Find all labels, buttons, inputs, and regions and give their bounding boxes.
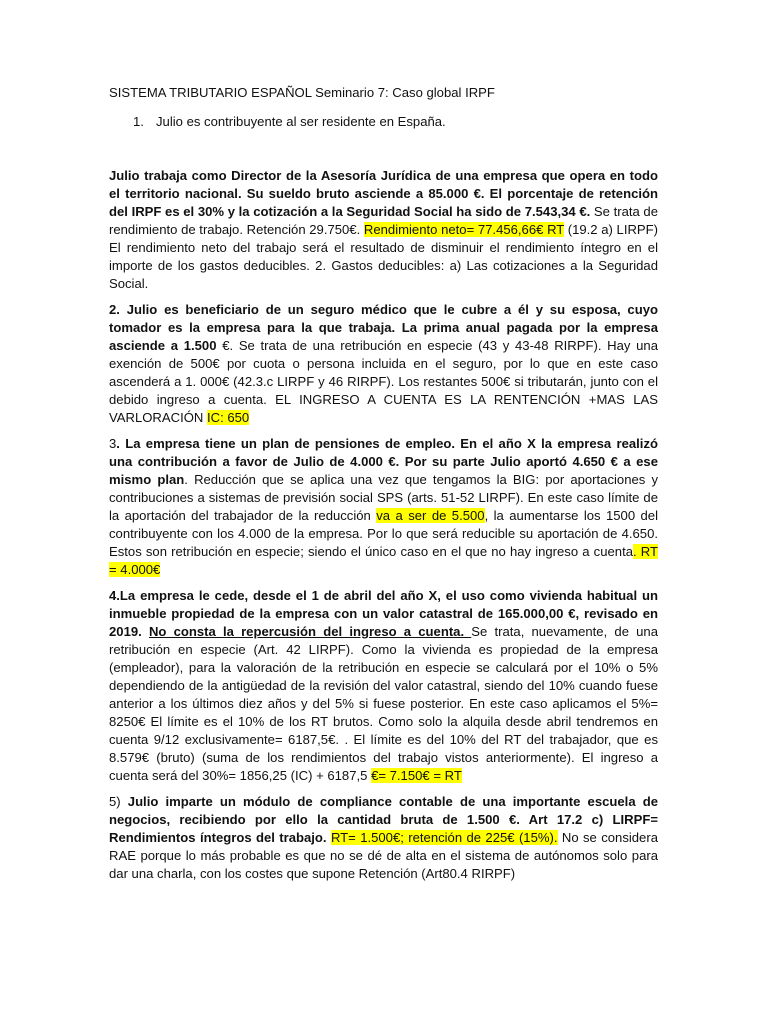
- paragraph-bold-text: . La empresa tiene un plan de pensiones de empleo. En el año X la empresa realizó una contribución a favor de Julio de 4.000 €. Por su parte Julio aportó 4.650 € a ese mismo plan: [109, 436, 658, 487]
- paragraph-text: (19.2 a) LIRPF) El rendimiento neto del trabajo será el resultado de disminuir el rendimiento íntegro en el importe de los gastos deducibles. 2. Gastos deducibles: a) Las cotizaciones a la Seguridad Social.: [109, 222, 659, 291]
- highlight-rt: . RT = 4.000€: [109, 544, 658, 577]
- list-item-number: 1.: [133, 114, 144, 129]
- highlight-rt-vivienda: €= 7.150€ = RT: [371, 768, 462, 783]
- paragraph-text: €. Se trata de una retribución en especie (43 y 43-48 RIRPF). Hay una exención de 500€ por cuota o persona incluida en el seguro, por lo que en este caso ascenderá a 1. 000€ (42.3.c LIRPF y 46 RIRPF). Los restantes 500€ si tributarán, junto con el debido ingreso a cuenta. EL INGRESO A CUENTA ES LA RENTENCIÓN +MAS LAS VARLORACIÓN: [109, 338, 658, 425]
- highlight-rt-retencion: RT= 1.500€; retención de 225€ (15%).: [330, 830, 558, 845]
- paragraph-plan-pensiones: [109, 435, 658, 579]
- paragraph-seguro-medico: [109, 301, 658, 427]
- paragraph-bold-text: 2. Julio es beneficiario de un seguro médico que le cubre a él y su esposa, cuyo tomador es la empresa para la que trabaja. La prima anual pagada por la empresa asciende a 1.500: [109, 302, 658, 353]
- paragraph-bold-underlined-text: No consta la repercusión del ingreso a cuenta.: [148, 624, 472, 639]
- highlight-rendimiento-neto: Rendimiento neto= 77.456,66€ RT: [363, 222, 565, 237]
- highlight-reduccion: va a ser de 5.500: [376, 508, 485, 523]
- paragraph-salary: [109, 167, 658, 293]
- paragraph-bold-text: 4.La empresa le cede, desde el 1 de abril del año X, el uso como vivienda habitual un inmueble propiedad de la empresa con un valor catastral de 165.000,00 €, revisado en 2019.: [109, 588, 658, 639]
- paragraph-bold-text: Julio imparte un módulo de compliance contable de una importante escuela de negocios, recibiendo por ello la cantidad bruta de 1.500 €. Art 17.2 c) LIRPF= Rendimientos íntegros del trabajo.: [109, 794, 659, 845]
- paragraph-compliance: [109, 793, 658, 883]
- paragraph-text: No se considera RAE porque lo más probable es que no se dé de alta en el sistema de autónomos solo para dar una charla, con los costes que supone Retención (Art80.4 RIRPF): [109, 830, 658, 881]
- list-item-1: [109, 113, 658, 131]
- paragraph-vivienda: [109, 587, 658, 785]
- list-item-text: Julio es contribuyente al ser residente en España.: [156, 114, 446, 129]
- paragraph-lead: 3: [109, 436, 117, 451]
- highlight-ic: IC: 650: [206, 410, 250, 425]
- paragraph-text: Se trata de rendimiento de trabajo. Retención 29.750€.: [109, 204, 659, 237]
- paragraph-bold-text: Julio trabaja como Director de la Asesoría Jurídica de una empresa que opera en todo el territorio nacional. Su sueldo bruto asciende a 85.000 €. El porcentaje de retención del IRPF es el 30% y la cotización a la Seguridad Social ha sido de 7.543,34 €.: [109, 168, 658, 219]
- paragraph-text: , la aumentarse los 1500 del contribuyente con los 4.000 de la empresa. Por lo que será reducible su aportación de 4.650. Estos son retribución en especie; siendo el único caso en el que no hay ingreso a cuenta: [109, 508, 658, 559]
- paragraph-text: . Reducción que se aplica una vez que tengamos la BIG: por aportaciones y contribuciones a sistemas de previsión social SPS (arts. 51-52 LIRPF). En este caso límite de la aportación del trabajador de la reducción: [109, 472, 659, 523]
- document-title: SISTEMA TRIBUTARIO ESPAÑOL Seminario 7: Caso global IRPF: [109, 85, 495, 100]
- paragraph-text: Se trata, nuevamente, de una retribución en especie (Art. 42 LIRPF). Como la vivienda es propiedad de la empresa (empleador), para la valoración de la retribución en especie se calculará por el 10% o 5% dependiendo de la antigüedad de la revisión del valor catastral, siendo del 10% cuando fuese anterior a los últimos diez años y del 5% si fuese posterior. En este caso aplicamos el 5%= 8250€ El límite es el 10% de los RT brutos. Como solo la alquila desde abril tendremos en cuenta 9/12 exclusivamente= 6187,5€. . El límite es del 10% del RT del trabajador, que es 8.579€ (bruto) (suma de los rendimientos del trabajo vistos anteriormente). El ingreso a cuenta será del 30%= 1856,25 (IC) + 6187,5: [109, 624, 658, 783]
- paragraph-lead: 5): [109, 794, 128, 809]
- document-page: [109, 84, 658, 891]
